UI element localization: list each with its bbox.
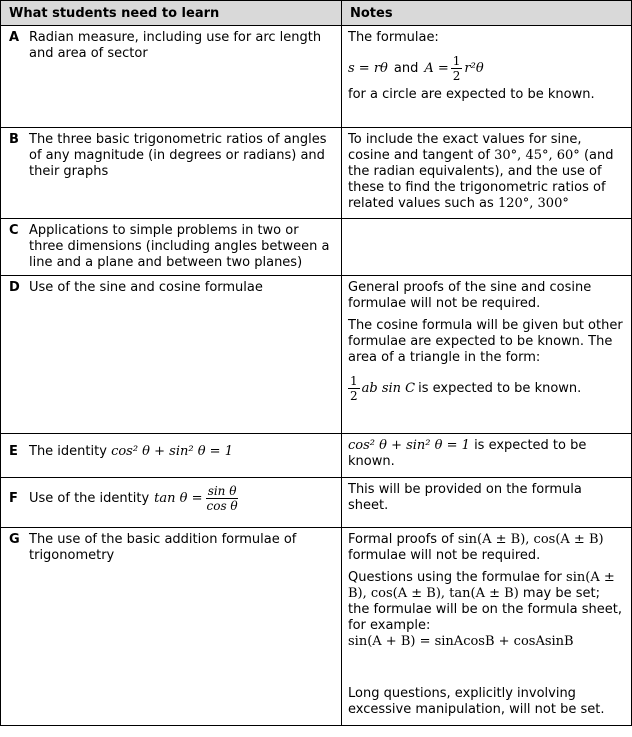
fraction-numerator: sin θ (207, 484, 237, 498)
note-text: Questions using the formulae for (348, 570, 562, 585)
learn-cell (1, 478, 342, 528)
fraction-denominator: cos θ (206, 499, 238, 513)
row-letter: B (9, 132, 19, 147)
notes-cell (342, 26, 632, 128)
learn-text: Radian measure, including use for arc length and area of sector (29, 30, 322, 61)
notes-cell (342, 434, 632, 478)
learn-text: The three basic trigonometric ratios of angles of any magnitude (in degrees or radians) and their graphs (29, 132, 327, 179)
notes-cell (342, 276, 632, 434)
note-text: is expected to be known. (418, 380, 582, 396)
note-text: is expected to be known. (348, 438, 587, 469)
notes-cell (342, 128, 632, 219)
fraction-denominator: 2 (452, 69, 461, 83)
header-notes: Notes (342, 1, 632, 26)
learn-text: Use of the sine and cosine formulae (29, 280, 263, 295)
note-text: This will be provided on the formula sheet. (348, 482, 582, 513)
learn-text (29, 484, 335, 513)
fraction-denominator: 2 (350, 389, 358, 403)
learn-cell (1, 26, 342, 128)
table-row (1, 434, 632, 478)
table-row (1, 219, 632, 276)
sector-area-formula-right: r²θ (464, 60, 484, 76)
fraction-numerator: 1 (350, 374, 358, 388)
notes-cell (342, 219, 632, 276)
row-letter: D (9, 280, 20, 295)
note-text: Long questions, explicitly involving excessive manipulation, will not be set. (348, 686, 605, 717)
learn-cell (1, 276, 342, 434)
angles-values: 120°, 300° (497, 196, 569, 211)
learn-text: Applications to simple problems in two or three dimensions (including angles between a line and a plane and between two planes) (29, 223, 330, 270)
row-letter: F (9, 490, 18, 506)
fraction (348, 374, 360, 403)
arc-length-formula: s = rθ (348, 60, 388, 76)
header-learn: What students need to learn (1, 1, 342, 26)
note-text (348, 570, 625, 634)
row-letter: A (9, 30, 20, 45)
note-text: The formulae: (348, 30, 439, 45)
table-row (1, 528, 632, 726)
table-row (1, 478, 632, 528)
table-row (1, 128, 632, 219)
formula-line (348, 54, 625, 83)
note-text: may be set; the formulae will be on the formula sheet, for example: (348, 586, 622, 633)
note-text: and (393, 60, 419, 76)
angles-values: 30°, 45°, 60° (494, 148, 580, 163)
note-text: General proofs of the sine and cosine formulae will not be required. (348, 280, 592, 311)
note-text: formulae will not be required. (348, 548, 541, 563)
addition-formulae: sin(A ± B), cos(A ± B) (457, 532, 604, 547)
notes-cell (342, 528, 632, 726)
row-letter: G (9, 532, 20, 547)
note-text: for a circle are expected to be known. (348, 87, 595, 102)
identity-formula: cos² θ + sin² θ = 1 (348, 438, 470, 453)
notes-cell (342, 478, 632, 528)
sector-area-formula-left: A = (424, 60, 449, 76)
note-text (348, 132, 625, 212)
note-text: Formal proofs of (348, 532, 454, 547)
identity-formula: cos² θ + sin² θ = 1 (111, 444, 233, 459)
fraction (451, 54, 463, 83)
row-letter: C (9, 223, 19, 238)
triangle-area-formula: ab sin C (361, 380, 416, 396)
row-letter: E (9, 444, 18, 459)
note-text: (and the radian equivalents), and the use of these to find the trigonometric ratios of related values such as (348, 148, 614, 211)
table-row (1, 26, 632, 128)
table-header-row (1, 1, 632, 26)
table-row (1, 276, 632, 434)
note-text: The cosine formula will be given but other formulae are expected to be known. The area of a triangle in the form: (348, 318, 623, 365)
learn-text: The use of the basic addition formulae of trigonometry (29, 532, 297, 563)
formula-line (348, 374, 625, 403)
tan-identity-left: tan θ = (154, 490, 203, 506)
addition-formulae: sin(A ± B), cos(A ± B), tan(A ± B) (348, 570, 615, 601)
note-text: To include the exact values for sine, cosine and tangent of (348, 132, 582, 163)
learn-cell (1, 434, 342, 478)
learn-text-prefix: Use of the identity (29, 490, 150, 506)
fraction (205, 484, 240, 513)
fraction-numerator: 1 (452, 54, 461, 68)
learn-cell (1, 128, 342, 219)
learn-cell (1, 219, 342, 276)
learn-text (29, 444, 335, 460)
learn-text-prefix: The identity (29, 444, 107, 459)
example-formula: sin(A + B) = sinAcosB + cosAsinB (348, 634, 574, 649)
learn-cell (1, 528, 342, 726)
note-text (348, 532, 625, 564)
